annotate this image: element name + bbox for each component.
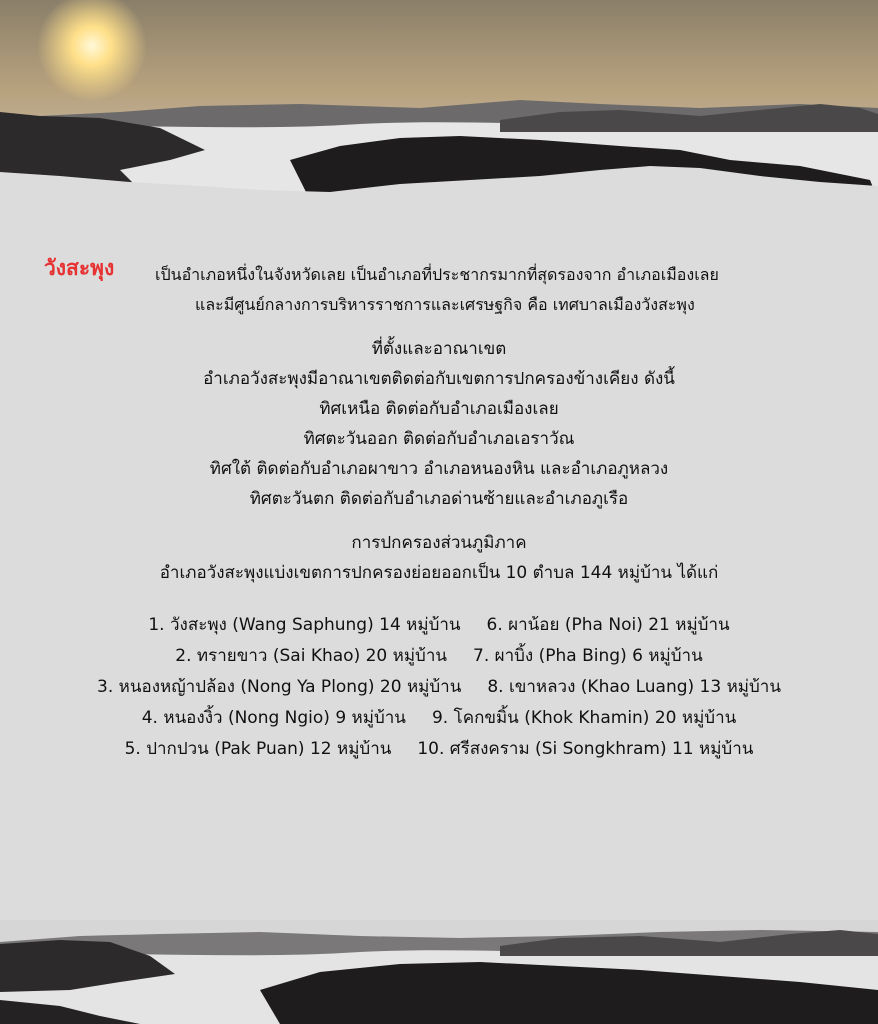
district-title: วังสะพุง: [44, 256, 115, 280]
intro-line-1: เป็นอำเภอหนึ่งในจังหวัดเลย เป็นอำเภอที่ประชากรมากที่สุดรองจาก อำเภอเมืองเลย: [155, 265, 719, 284]
list-item: [0, 610, 878, 641]
clouds-mountains-illustration: [0, 920, 878, 1024]
intro-line-2: และมีศูนย์กลางการบริหารราชการและเศรษฐกิจ คือ เทศบาลเมืองวังสะพุง: [195, 295, 695, 314]
top-banner-image: [0, 0, 878, 200]
bottom-banner-image: [0, 920, 878, 1024]
sunrise-clouds-illustration: [0, 0, 878, 200]
subdistrict-entry: 1. วังสะพุง (Wang Saphung) 14 หมู่บ้าน: [148, 615, 461, 635]
location-line: ทิศเหนือ ติดต่อกับอำเภอเมืองเลย: [319, 399, 559, 419]
location-line: ทิศใต้ ติดต่อกับอำเภอผาขาว อำเภอหนองหิน และอำเภอภูหลวง: [209, 459, 669, 479]
location-line: อำเภอวังสะพุงมีอาณาเขตติดต่อกับเขตการปกครองข้างเคียง ดังนี้: [203, 369, 675, 389]
administration-section: [0, 528, 878, 588]
administration-heading: การปกครองส่วนภูมิภาค: [351, 533, 527, 553]
subdistrict-entry: 3. หนองหญ้าปล้อง (Nong Ya Plong) 20 หมู่บ้าน: [97, 677, 462, 697]
subdistrict-entry: 8. เขาหลวง (Khao Luang) 13 หมู่บ้าน: [487, 677, 781, 697]
subdistrict-entry: 7. ผาบิ้ง (Pha Bing) 6 หมู่บ้าน: [473, 646, 703, 666]
subdistrict-list: [0, 610, 878, 765]
subdistrict-entry: 6. ผาน้อย (Pha Noi) 21 หมู่บ้าน: [486, 615, 730, 635]
list-item: [0, 672, 878, 703]
subdistrict-entry: 2. ทรายขาว (Sai Khao) 20 หมู่บ้าน: [175, 646, 448, 666]
location-line: ทิศตะวันออก ติดต่อกับอำเภอเอราวัณ: [303, 429, 575, 449]
administration-line: อำเภอวังสะพุงแบ่งเขตการปกครองย่อยออกเป็น 10 ตำบล 144 หมู่บ้าน ได้แก่: [159, 563, 719, 583]
subdistrict-entry: 9. โคกขมิ้น (Khok Khamin) 20 หมู่บ้าน: [431, 708, 737, 728]
subdistrict-entry: 5. ปากปวน (Pak Puan) 12 หมู่บ้าน: [124, 739, 392, 759]
list-item: [0, 734, 878, 765]
subdistrict-entry: 10. ศรีสงคราม (Si Songkhram) 11 หมู่บ้าน: [417, 739, 754, 759]
main-content: [0, 250, 878, 765]
location-line: ทิศตะวันตก ติดต่อกับอำเภอด่านซ้ายและอำเภอภูเรือ: [249, 489, 629, 509]
list-item: [0, 641, 878, 672]
location-heading: ที่ตั้งและอาณาเขต: [371, 339, 507, 359]
list-item: [0, 703, 878, 734]
subdistrict-entry: 4. หนองงิ้ว (Nong Ngio) 9 หมู่บ้าน: [141, 708, 406, 728]
location-section: [0, 334, 878, 514]
intro-block: [0, 250, 878, 312]
